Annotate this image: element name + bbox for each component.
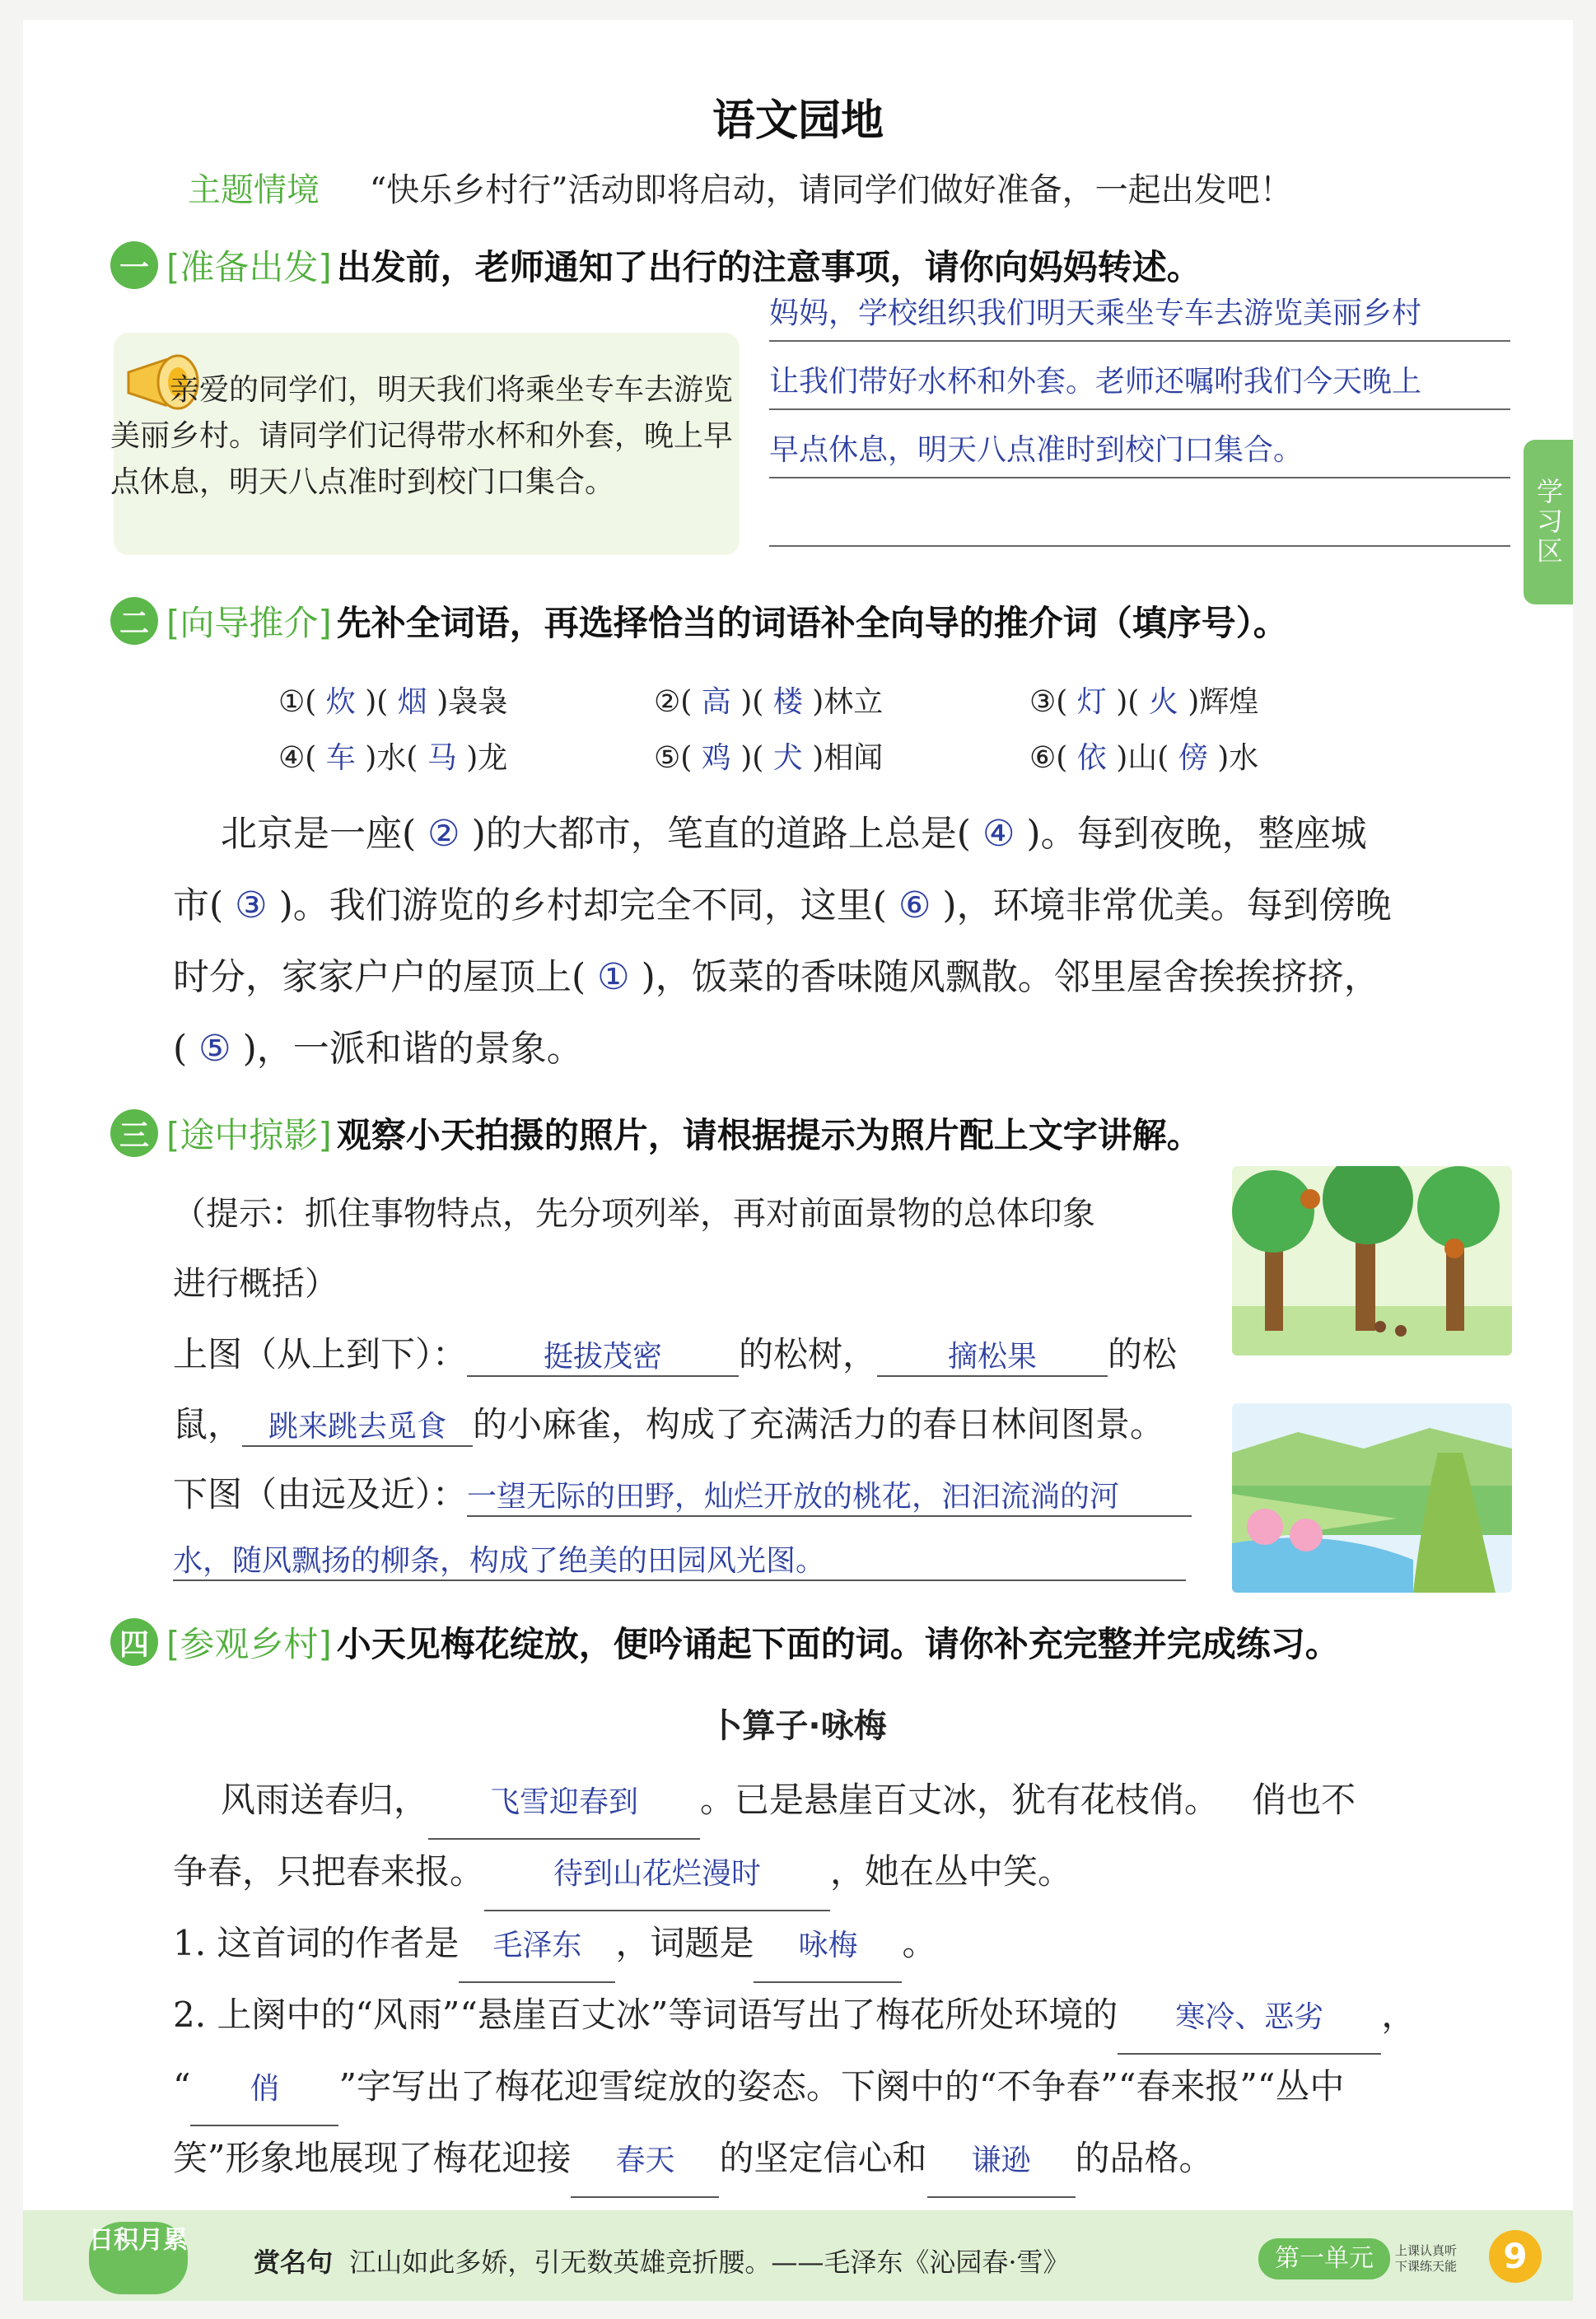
section-instruction: 出发前，老师通知了出行的注意事项，请你向妈妈转述。: [336, 247, 1202, 287]
fill-blank[interactable]: 水，随风飘扬的柳条，构成了绝美的田园风光图。: [173, 1537, 1186, 1581]
section-number: 二: [110, 597, 158, 645]
word-item: ⑤( 鸡 )( 犬 )相闻: [654, 741, 884, 775]
word-item: ④( 车 )水( 马 )龙: [278, 741, 508, 775]
bottom-photo-line-2: [173, 1537, 1186, 1581]
section-1-heading: [110, 240, 1202, 290]
footer-motto: 上课认真听 下课练天能: [1395, 2243, 1458, 2274]
countryside-photo: [1232, 1403, 1512, 1593]
answer-line-2[interactable]: 让我们带好水杯和外套。老师还嘱咐我们今天晚上: [769, 356, 1510, 410]
footer-quote: 赏名句 江山如此多娇，引无数英雄竞折腰。——毛泽东《沁园春·雪》: [254, 2247, 1070, 2278]
question-1: 1. 这首词的作者是 毛泽东 ，词题是 咏梅 。: [173, 1907, 1515, 1983]
section-2-heading: [110, 596, 1288, 646]
section-tag: [向导推介]: [166, 603, 332, 643]
question-2-line-1: 2. 上阕中的“风雨”“悬崖百丈冰”等词语写出了梅花所处环境的 寒冷、恶劣 ，: [173, 1979, 1515, 2055]
guide-paragraph-line-3: 时分，家家户户的屋顶上( ① )，饭菜的香味随风飘散。邻里屋舍挨挨挤挤，: [173, 956, 1380, 998]
fill-blank[interactable]: 挺拔茂密: [467, 1333, 739, 1377]
word-item: ②( 高 )( 楼 )林立: [654, 685, 884, 719]
section-number: 四: [110, 1618, 158, 1666]
notice-text: 亲爱的同学们，明天我们将乘坐专车去游览美丽乡村。请同学们记得带水杯和外套，晚上早点休息，明天八点准时到校门口集合。: [110, 373, 734, 499]
fill-blank[interactable]: 谦逊: [927, 2125, 1076, 2198]
fill-blank[interactable]: 春天: [571, 2125, 719, 2198]
section-number: 三: [110, 1109, 158, 1157]
top-photo-line-2: 鼠， 跳来跳去觅食 的小麻雀，构成了充满活力的春日林间图景。: [173, 1397, 1164, 1447]
theme-row: [188, 164, 1293, 211]
section-instruction: 先补全词语，再选择恰当的词语补全向导的推介词（填序号）。: [336, 603, 1288, 643]
hint-line-2: 进行概括）: [173, 1265, 338, 1303]
fill-blank[interactable]: 摘松果: [877, 1333, 1108, 1377]
side-tab-study[interactable]: 学习区: [1524, 440, 1573, 604]
section-tag: [准备出发]: [166, 247, 332, 287]
word-item: ⑥( 依 )山( 傍 )水: [1029, 741, 1259, 775]
poem-line-1: 风雨送春归， 飞雪迎春到 。已是悬崖百丈冰，犹有花枝俏。 俏也不: [221, 1764, 1514, 1840]
page-number: 9: [1489, 2230, 1542, 2283]
word-row-2: [278, 735, 1276, 777]
guide-paragraph-line-4: ( ⑤ )，一派和谐的景象。: [173, 1028, 583, 1070]
fill-blank[interactable]: 咏梅: [754, 1910, 902, 1983]
page: [23, 20, 1573, 2301]
answer-line-4[interactable]: [769, 492, 1510, 547]
unit-badge: 第一单元: [1258, 2238, 1390, 2279]
fill-blank[interactable]: 飞雪迎春到: [428, 1766, 700, 1840]
theme-label: 主题情境: [188, 171, 320, 209]
answer-line-3[interactable]: 早点休息，明天八点准时到校门口集合。: [769, 424, 1510, 478]
bottom-photo-line-1: 下图（由远及近）：一望无际的田野，灿烂开放的桃花，汩汩流淌的河: [173, 1467, 1192, 1517]
footer-logo: 日积月累: [89, 2222, 188, 2294]
word-item: ①( 炊 )( 烟 )袅袅: [278, 685, 508, 719]
guide-paragraph-line-1: 北京是一座( ② )的大都市，笔直的道路上总是( ④ )。每到夜晚，整座城: [221, 813, 1367, 855]
footer-bar: [23, 2210, 1573, 2301]
poem-title: 卜算子·咏梅: [709, 1707, 887, 1745]
poem-line-2: 争春，只把春来报。 待到山花烂漫时 ，她在丛中笑。: [173, 1836, 1515, 1911]
fill-blank[interactable]: 毛泽东: [459, 1910, 615, 1983]
section-tag: [参观乡村]: [166, 1624, 332, 1664]
fill-blank[interactable]: 待到山花烂漫时: [484, 1838, 830, 1911]
fill-blank[interactable]: 俏: [190, 2053, 338, 2126]
section-3-heading: [110, 1108, 1202, 1158]
word-item: ③( 灯 )( 火 )辉煌: [1029, 685, 1259, 719]
section-number: 一: [110, 241, 158, 289]
section-4-heading: [110, 1617, 1340, 1667]
answer-line-1[interactable]: 妈妈，学校组织我们明天乘坐专车去游览美丽乡村: [769, 287, 1510, 342]
forest-photo: [1232, 1166, 1512, 1355]
guide-paragraph-line-2: 市( ③ )。我们游览的乡村却完全不同，这里( ⑥ )，环境非常优美。每到傍晚: [173, 884, 1392, 926]
fill-blank[interactable]: 寒冷、恶劣: [1118, 1981, 1381, 2055]
theme-text: “快乐乡村行”活动即将启动，请同学们做好准备，一起出发吧！: [369, 171, 1293, 209]
top-photo-line-1: 上图（从上到下）： 挺拔茂密 的松树， 摘松果 的松: [173, 1327, 1177, 1377]
section-instruction: 小天见梅花绽放，便吟诵起下面的词。请你补充完整并完成练习。: [336, 1624, 1340, 1664]
section-tag: [途中掠影]: [166, 1115, 332, 1155]
question-2-line-3: 笑”形象地展现了梅花迎接 春天 的坚定信心和 谦逊 的品格。: [173, 2122, 1515, 2198]
question-2-line-2: “ 俏 ”字写出了梅花迎雪绽放的姿态。下阕中的“不争春”“春来报”“丛中: [173, 2051, 1515, 2126]
word-row-1: [278, 679, 1276, 721]
fill-blank[interactable]: 跳来跳去觅食: [242, 1403, 473, 1447]
hint-line-1: （提示：抓住事物特点，先分项列举，再对前面景物的总体印象: [173, 1195, 1095, 1233]
fill-blank[interactable]: 一望无际的田野，灿烂开放的桃花，汩汩流淌的河: [467, 1473, 1192, 1517]
section-instruction: 观察小天拍摄的照片，请根据提示为照片配上文字讲解。: [336, 1115, 1202, 1155]
page-title: 语文园地: [712, 96, 884, 146]
